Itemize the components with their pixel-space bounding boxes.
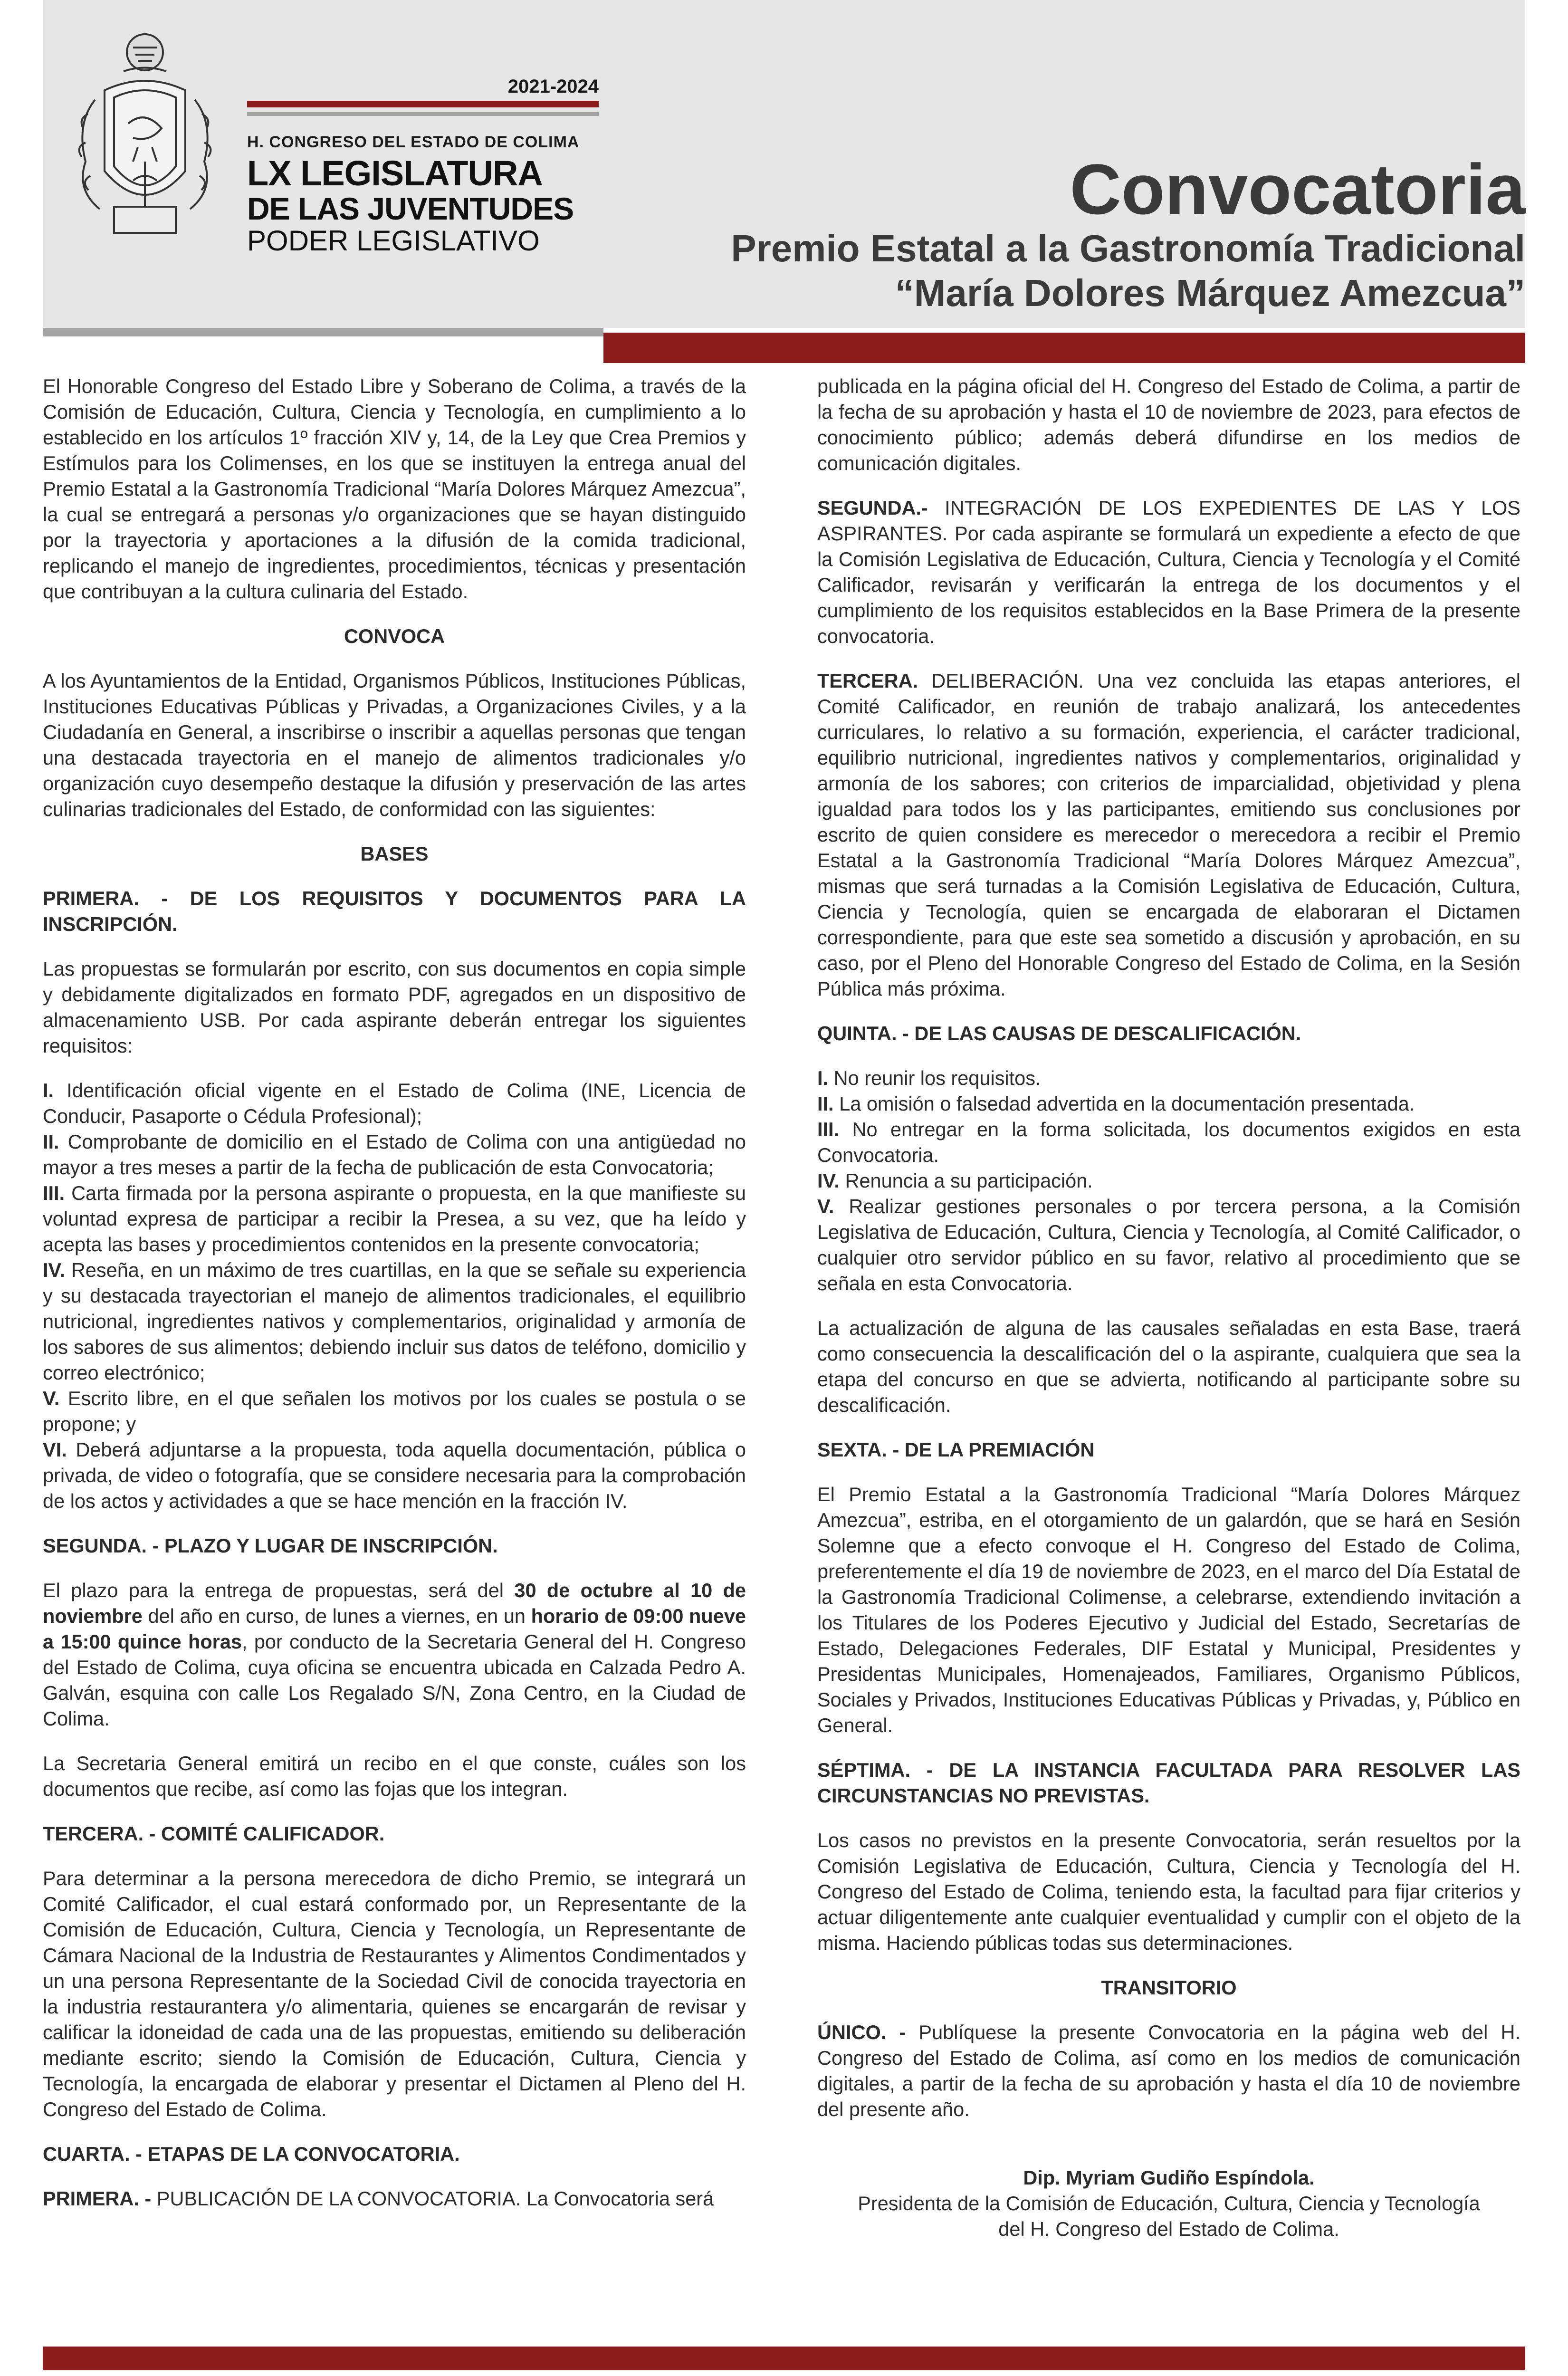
tercera-heading: TERCERA. - COMITÉ CALIFICADOR. (43, 1822, 385, 1845)
primera-paragraph: Las propuestas se formularán por escrito, con sus documentos en copia simple y debidamente digitalizados en formato PDF, agregados en un dispositivo de almacenamiento USB. Por cada aspirante deberán entregar los siguientes requisitos: (43, 958, 746, 1057)
unico-paragraph: ÚNICO. - Publíquese la presente Convocatoria en la página web del H. Congreso del Estado de Colima, así como en los medios de comunicación digitales, a partir de la fecha de su aprobación y hasta el día 10 de noviembre del presente año. (817, 2021, 1520, 2120)
signatory-name: Dip. Myriam Gudiño Espíndola. (1023, 2166, 1315, 2189)
quinta-paragraph: La actualización de alguna de las causales señaladas en esta Base, traerá como consecuencia la descalificación del o la aspirante, cualquiera que sea la etapa del concurso en que se advierta, notificando al participante sobre su descalificación. (817, 1317, 1520, 1416)
segunda-heading: SEGUNDA. - PLAZO Y LUGAR DE INSCRIPCIÓN. (43, 1534, 498, 1557)
left-column (43, 374, 746, 2212)
header-bottom-red (603, 333, 1525, 363)
transitorio-heading: TRANSITORIO (1101, 1976, 1237, 1999)
cuarta-tercera-paragraph: TERCERA. DELIBERACIÓN. Una vez concluida las etapas anteriores, el Comité Calificador, en reunión de trabajo analizará, los antecedentes curriculares, lo relativo a su formación, experiencia, el carácter tradicional, equilibrio nutricional, ingredientes nativos y complementarios, originalidad y armonía de los sabores; con criterios de imparcialidad, objetividad y plena igualdad para todos los y las participantes, emitiendo sus conclusiones por escrito de quien considere es merecedor o merecedora a recibir el Premio Estatal a la Gastronomía Tradicional “María Dolores Márquez Amezcua”, mismas que será turnadas a la Comisión Legislativa de Educación, Cultura, Ciencia y Tecnología, quien se encargada de elaboraran el Dictamen correspondiente, para que este sea sometido a discusión y aprobación, en su caso, por el Pleno del Honorable Congreso del Estado de Colima, en la Sesión Pública más próxima. (817, 670, 1520, 1000)
legislature-years: 2021-2024 (507, 76, 599, 97)
list-item: II. Comprobante de domicilio en el Estado de Colima con una antigüedad no mayor a tres meses a partir de la fecha de publicación de esta Convocatoria; (43, 1131, 746, 1178)
list-item: V. Escrito libre, en el que señalen los motivos por los cuales se postula o se propone; y (43, 1387, 746, 1435)
septima-heading: SÉPTIMA. - DE LA INSTANCIA FACULTADA PARA RESOLVER LAS CIRCUNSTANCIAS NO PREVISTAS. (817, 1759, 1520, 1807)
legislatura-label: LX LEGISLATURA (247, 153, 543, 193)
signature-block (817, 2165, 1520, 2242)
signatory-title-1: Presidenta de la Comisión de Educación, Cultura, Ciencia y Tecnología (858, 2192, 1480, 2214)
signatory-title-2: del H. Congreso del Estado de Colima. (998, 2218, 1339, 2240)
requirements-list (43, 1078, 746, 1514)
septima-paragraph: Los casos no previstos en la presente Convocatoria, serán resueltos por la Comisión Legislativa de Educación, Cultura, Ciencia y Tecnología del H. Congreso del Estado de Colima, teniendo esta, la facultad para fijar criterios y actuar diligentemente ante cualquier eventualidad y cumplir con el objeto de la misma. Haciendo públicas todas sus determinaciones. (817, 1829, 1520, 1954)
quinta-heading: QUINTA. - DE LAS CAUSAS DE DESCALIFICACIÓN. (817, 1022, 1301, 1044)
list-item: III. Carta firmada por la persona aspirante o propuesta, en la que manifieste su voluntad expresa de participar a recibir la Presea, a su vez, que ha leído y acepta las bases y procedimientos contenidos en la presente convocatoria; (43, 1182, 746, 1255)
list-item: I. No reunir los requisitos. (817, 1067, 1041, 1089)
header-rule-red (247, 101, 599, 107)
cuarta-primera-paragraph: PRIMERA. - PUBLICACIÓN DE LA CONVOCATORIA. La Convocatoria será (43, 2187, 714, 2210)
cuarta-segunda-paragraph: SEGUNDA.- INTEGRACIÓN DE LOS EXPEDIENTES DE LAS Y LOS ASPIRANTES. Por cada aspirante se formulará un expediente a efecto de que la Comisión Legislativa de Educación, Cultura, Ciencia y Tecnología y el Comité Calificador, revisarán y verificarán la entrega de los documentos y el cumplimiento de los requisitos establecidos en la Base Primera de la presente convocatoria. (817, 497, 1520, 647)
colima-seal-icon (67, 19, 223, 242)
list-item: I. Identificación oficial vigente en el Estado de Colima (INE, Licencia de Conducir, Pasaporte o Cédula Profesional); (43, 1079, 746, 1127)
segunda-paragraph-2: La Secretaria General emitirá un recibo en el que conste, cuáles son los documentos que recibe, así como las fojas que los integran. (43, 1752, 746, 1800)
juventudes-label: DE LAS JUVENTUDES (247, 191, 574, 226)
cuarta-primera-continuation: publicada en la página oficial del H. Congreso del Estado de Colima, a partir de la fecha de su aprobación y hasta el 10 de noviembre de 2023, para efectos de conocimiento público; además deberá difundirse en los medios de comunicación digitales. (817, 375, 1520, 474)
intro-paragraph: El Honorable Congreso del Estado Libre y Soberano de Colima, a través de la Comisión de Educación, Cultura, Ciencia y Tecnología, en cumplimiento a lo establecido en los artículos 1º fracción XIV y, 14, de la Ley que Crea Premios y Estímulos para los Colimenses, en los que se instituyen la entrega anual del Premio Estatal a la Gastronomía Tradicional “María Dolores Márquez Amezcua”, la cual se entregará a personas y/o organizaciones que se hayan distinguido por la trayectoria y aportaciones a la difusión de la comida tradicional, replicando el manejo de ingredientes, procedimientos, técnicas y presentación que contribuyan a la cultura culinaria del Estado. (43, 375, 746, 603)
convoca-heading: CONVOCA (344, 625, 445, 647)
list-item: IV. Renuncia a su participación. (817, 1169, 1093, 1192)
page-subtitle-2: “María Dolores Márquez Amezcua” (895, 272, 1525, 314)
list-item: VI. Deberá adjuntarse a la propuesta, toda aquella documentación, pública o privada, de video o fotografía, que se considere necesaria para la comprobación de los actos y actividades a que se hace mención en la fracción IV. (43, 1438, 746, 1512)
primera-heading: PRIMERA. - DE LOS REQUISITOS Y DOCUMENTOS PARA LA INSCRIPCIÓN. (43, 887, 746, 935)
list-item: IV. Reseña, en un máximo de tres cuartillas, en la que se señale su experiencia y su destacada trayectorian el manejo de alimentos tradicionales, el equilibrio nutricional, ingredientes nativos y complementarios, originalidad y armonía de los sabores de sus alimentos; debiendo incluir sus datos de teléfono, domicilio y correo electrónico; (43, 1259, 746, 1384)
segunda-paragraph: El plazo para la entrega de propuestas, será del 30 de octubre al 10 de noviembre del año en curso, de lunes a viernes, en un horario de 09:00 nueve a 15:00 quince horas, por conducto de la Secretaria General del H. Congreso del Estado de Colima, cuya oficina se encuentra ubicada en Calzada Pedro A. Galván, esquina con calle Los Regalado S/N, Zona Centro, en la Ciudad de Colima. (43, 1579, 746, 1730)
convoca-paragraph: A los Ayuntamientos de la Entidad, Organismos Públicos, Instituciones Públicas, Instituciones Educativas Públicas y Privadas, a Organizaciones Civiles, y a la Ciudadanía en General, a inscribirse o inscribir a aquellas personas que tengan una destacada trayectoria en el manejo de alimentos tradicionales y/o organización cuyo desempeño destaque la difusión y preservación de las artes culinarias tradicionales del Estado, de conformidad con las siguientes: (43, 670, 746, 820)
header-bottom-gray (43, 328, 603, 336)
list-item: V. Realizar gestiones personales o por tercera persona, a la Comisión Legislativa de Educación, Cultura, Ciencia y Tecnología, al Comité Calificador, o cualquier otro servidor público en su favor, relativo al procedimiento que se señala en esta Convocatoria. (817, 1195, 1520, 1294)
cuarta-heading: CUARTA. - ETAPAS DE LA CONVOCATORIA. (43, 2143, 460, 2165)
right-column (817, 374, 1520, 2242)
page-title: Convocatoria (1070, 149, 1525, 229)
footer-rule-red (43, 2347, 1525, 2370)
congreso-label: H. CONGRESO DEL ESTADO DE COLIMA (247, 133, 580, 151)
bases-heading: BASES (360, 843, 429, 865)
page-subtitle-1: Premio Estatal a la Gastronomía Tradicional (731, 227, 1525, 269)
header-rule-gray (247, 112, 599, 116)
sexta-heading: SEXTA. - DE LA PREMIACIÓN (817, 1438, 1095, 1461)
list-item: II. La omisión o falsedad advertida en la documentación presentada. (817, 1092, 1415, 1115)
disqualification-list (817, 1065, 1520, 1296)
sexta-paragraph: El Premio Estatal a la Gastronomía Tradicional “María Dolores Márquez Amezcua”, estriba, en el otorgamiento de un galardón, que se hará en Sesión Solemne que a efecto convoque el H. Congreso del Estado de Colima, preferentemente el día 19 de noviembre de 2023, en el marco del Día Estatal de la Gastronomía Tradicional Colimense, a celebrarse, extendiendo invitación a los Titulares de los Poderes Ejecutivo y Judicial del Estado, Secretarías de Estado, Delegaciones Federales, DIF Estatal y Municipal, Presidentes y Presidentas Municipales, Homenajeados, Familiares, Organismo Públicos, Sociales y Privados, Instituciones Educativas Públicas y Privadas, y, Público en General. (817, 1483, 1520, 1736)
poder-legislativo-label: PODER LEGISLATIVO (247, 225, 540, 257)
list-item: III. No entregar en la forma solicitada, los documentos exigidos en esta Convocatoria. (817, 1118, 1521, 1166)
tercera-paragraph: Para determinar a la persona merecedora de dicho Premio, se integrará un Comité Calificador, el cual estará conformado por, un Representante de la Comisión de Educación, Cultura, Ciencia y Tecnología, un Representante de Cámara Nacional de la Industria de Restaurantes y Alimentos Condimentados y un una persona Representante de la Sociedad Civil de conocida trayectoria en la industria restaurantera y/o alimentaria, quienes se encargarán de revisar y calificar la idoneidad de cada una de las propuestas, emitiendo su deliberación mediante escrito; siendo la Comisión de Educación, Cultura, Ciencia y Tecnología, la encargada de elaborar y presentar el Dictamen al Pleno del H. Congreso del Estado de Colima. (43, 1867, 746, 2120)
